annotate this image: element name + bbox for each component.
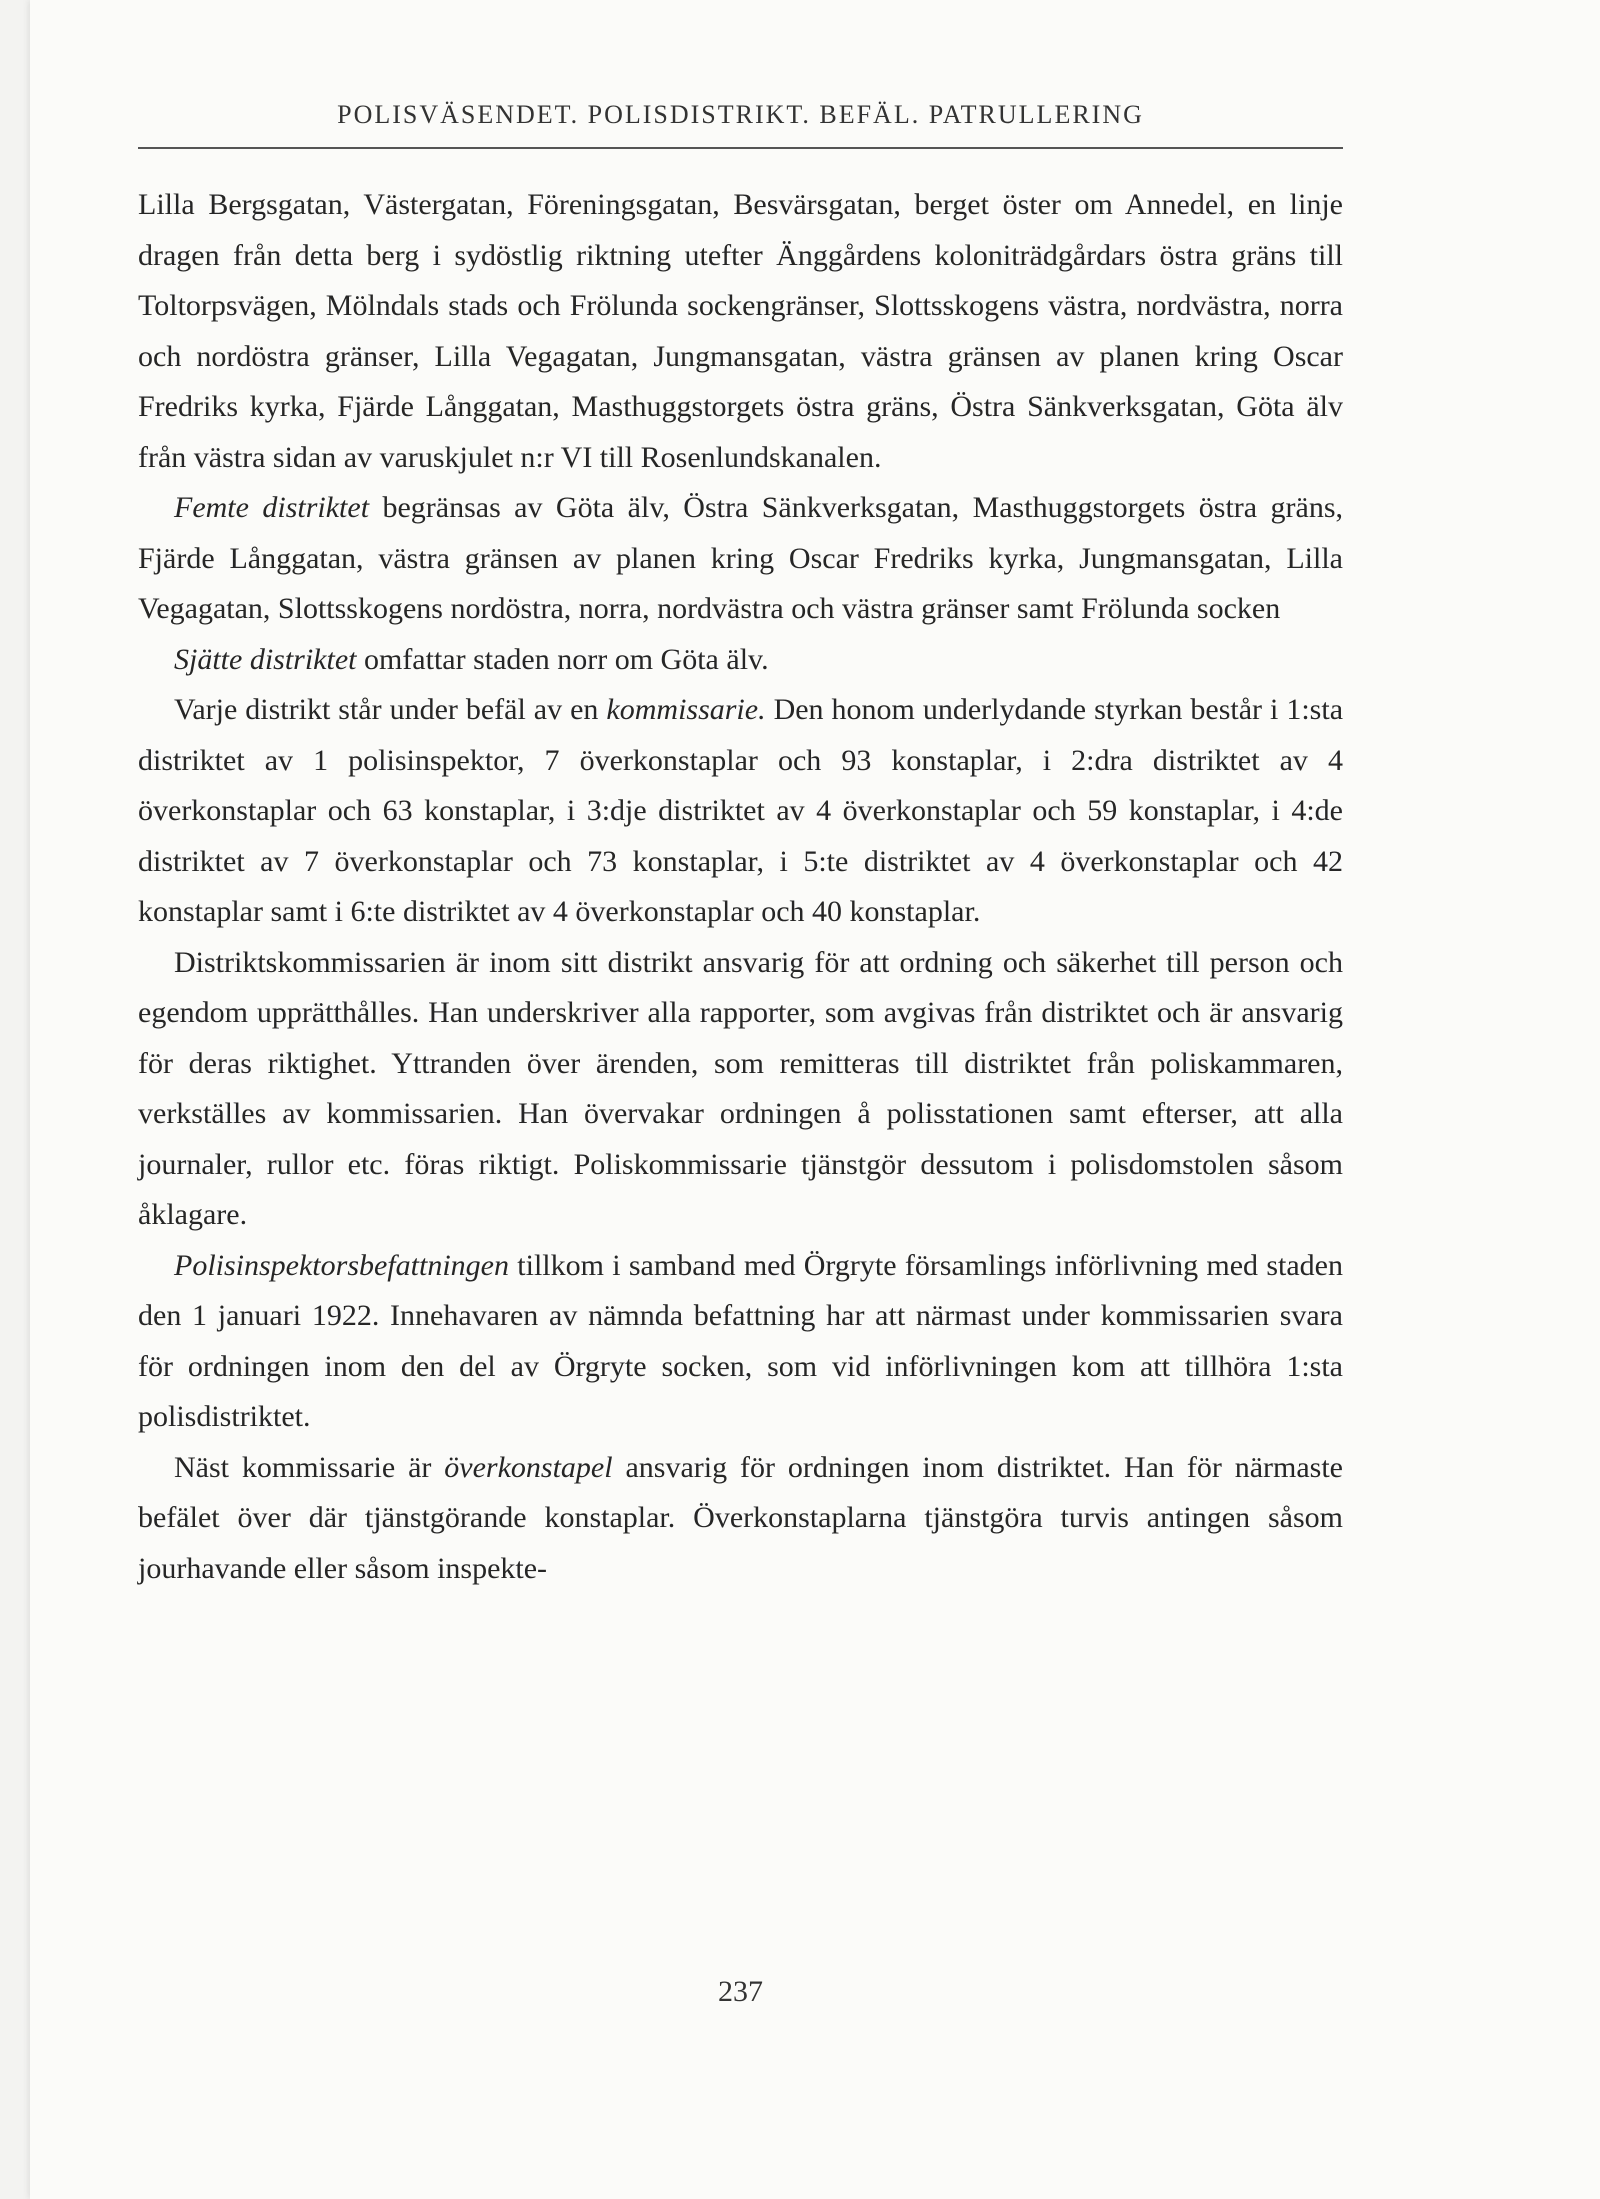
paragraph-4-text-after: Den honom underlydande styrkan består i 1:sta distriktet av 1 polisinspektor, 7 överkonstaplar och 93 konstaplar, i 2:dra distriktet av 4 överkonstaplar och 63 konstaplar, i 3:dje distriktet av 4 överkonstaplar och 59 konstaplar, i 4:de distriktet av 7 överkonstaplar och 73 konstaplar, i 5:te distriktet av 4 överkonstaplar och 42 konstaplar samt i 6:te distriktet av 4 överkonstaplar och 40 konstaplar.: [138, 693, 1344, 928]
book-page: [30, 0, 1600, 2199]
running-header: POLISVÄSENDET. POLISDISTRIKT. BEFÄL. PATRULLERING: [337, 100, 1144, 129]
body-text: [138, 180, 1343, 1594]
paragraph-2-emphasis: Femte distriktet: [174, 491, 370, 524]
header-rule: [138, 147, 1343, 149]
paragraph-2: [138, 483, 1343, 635]
paragraph-3: [138, 635, 1343, 686]
paragraph-5: [138, 938, 1343, 1241]
paragraph-7: [138, 1443, 1343, 1595]
paragraph-5-text: Distriktskommissarien är inom sitt distrikt ansvarig för att ordning och säkerhet till person och egendom upprätthålles. Han underskriver alla rapporter, som avgivas från distriktet och är ansvarig för deras riktighet. Yttranden över ärenden, som remitteras till distriktet från poliskammaren, verkställes av kommissarien. Han övervakar ordningen å polisstationen samt efterser, att alla journaler, rullor etc. föras riktigt. Poliskommissarie tjänstgör dessutom i polisdomstolen såsom åklagare.: [138, 945, 1343, 1231]
paragraph-4-emphasis: kommissarie.: [606, 693, 766, 726]
paragraph-3-text: omfattar staden norr om Göta älv.: [356, 642, 769, 676]
paragraph-7-text-before: Näst kommissarie är: [174, 1450, 445, 1484]
paragraph-6-emphasis: Polisinspektorsbefattningen: [174, 1248, 509, 1282]
paragraph-6-text: tillkom i samband med Örgryte församlings införlivning med staden den 1 januari 1922. Innehavaren av nämnda befattning har att närmast under kommissarien svara för ordningen inom den del av Örgryte socken, som vid införlivningen kom att tillhöra 1:sta polisdistriktet.: [138, 1248, 1343, 1433]
paragraph-4: [138, 685, 1343, 938]
page-number: 237: [718, 1975, 763, 2008]
paragraph-6: [138, 1241, 1343, 1443]
paragraph-1-text: Lilla Bergsgatan, Västergatan, Föreningsgatan, Besvärsgatan, berget öster om Annedel, en linje dragen från detta berg i sydöstlig riktning utefter Änggårdens koloniträdgårdars östra gräns till Toltorpsvägen, Mölndals stads och Frölunda sockengränser, Slottsskogens västra, nordvästra, norra och nordöstra gränser, Lilla Vegagatan, Jungmansgatan, västra gränsen av planen kring Oscar Fredriks kyrka, Fjärde Långgatan, Masthuggstorgets östra gräns, Östra Sänkverksgatan, Göta älv från västra sidan av varuskjulet n:r VI till Rosenlundskanalen.: [138, 188, 1343, 474]
paragraph-7-text-after: ansvarig för ordningen inom distriktet. Han för närmaste befälet över där tjänstgörande konstaplar. Överkonstaplarna tjänstgöra turvis antingen såsom jourhavande eller såsom inspekte-: [138, 1450, 1343, 1585]
paragraph-3-emphasis: Sjätte distriktet: [174, 642, 357, 676]
paragraph-2-text: begränsas av Göta älv, Östra Sänkverksgatan, Masthuggstorgets östra gräns, Fjärde Långgatan, västra gränsen av planen kring Oscar Fredriks kyrka, Jungmansgatan, Lilla Vegagatan, Slottsskogens nordöstra, norra, nordvästra och västra gränser samt Frölunda socken: [138, 491, 1343, 625]
paragraph-1: [138, 180, 1343, 483]
paragraph-7-emphasis: överkonstapel: [444, 1450, 613, 1484]
paragraph-4-text-before: Varje distrikt står under befäl av en: [174, 693, 607, 726]
